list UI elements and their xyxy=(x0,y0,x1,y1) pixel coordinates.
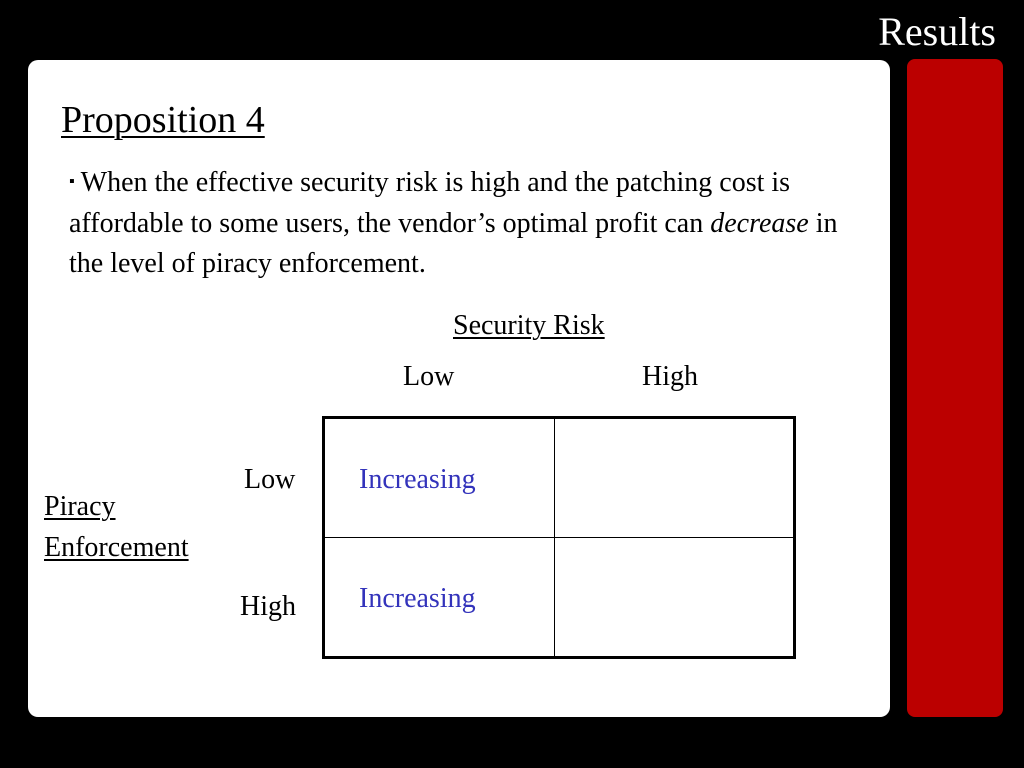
column-label-high: High xyxy=(642,361,698,392)
bullet-icon: ▪ xyxy=(69,173,75,190)
accent-bar xyxy=(907,59,1003,717)
page-title: Proposition 4 xyxy=(61,99,265,141)
row-label-low: Low xyxy=(244,464,296,495)
column-label-low: Low xyxy=(403,361,455,392)
row-axis-title-line2: Enforcement xyxy=(44,532,189,563)
matrix-cell-high-low xyxy=(325,538,555,656)
outcome-matrix xyxy=(322,416,796,659)
matrix-cell-text: Increasing xyxy=(359,583,476,614)
matrix-cell-text: Increasing xyxy=(359,464,476,495)
matrix-cell-low-high xyxy=(555,419,793,538)
slide-section-title: Results xyxy=(878,9,996,54)
row-label-high: High xyxy=(240,591,296,622)
matrix-cell-high-high xyxy=(555,538,793,656)
proposition-text-emphasis: decrease xyxy=(710,207,809,239)
proposition-text-end: in the level of piracy enforcement. xyxy=(69,207,838,279)
row-axis-title-line1: Piracy xyxy=(44,491,116,522)
proposition-text-start: When the effective security risk is high and the patching cost is affordable to some users, the vendor’s optimal profit can xyxy=(69,167,791,239)
content-panel xyxy=(28,60,890,717)
proposition-text xyxy=(69,162,839,285)
matrix-cell-low-low xyxy=(325,419,555,538)
column-axis-title: Security Risk xyxy=(453,310,605,341)
